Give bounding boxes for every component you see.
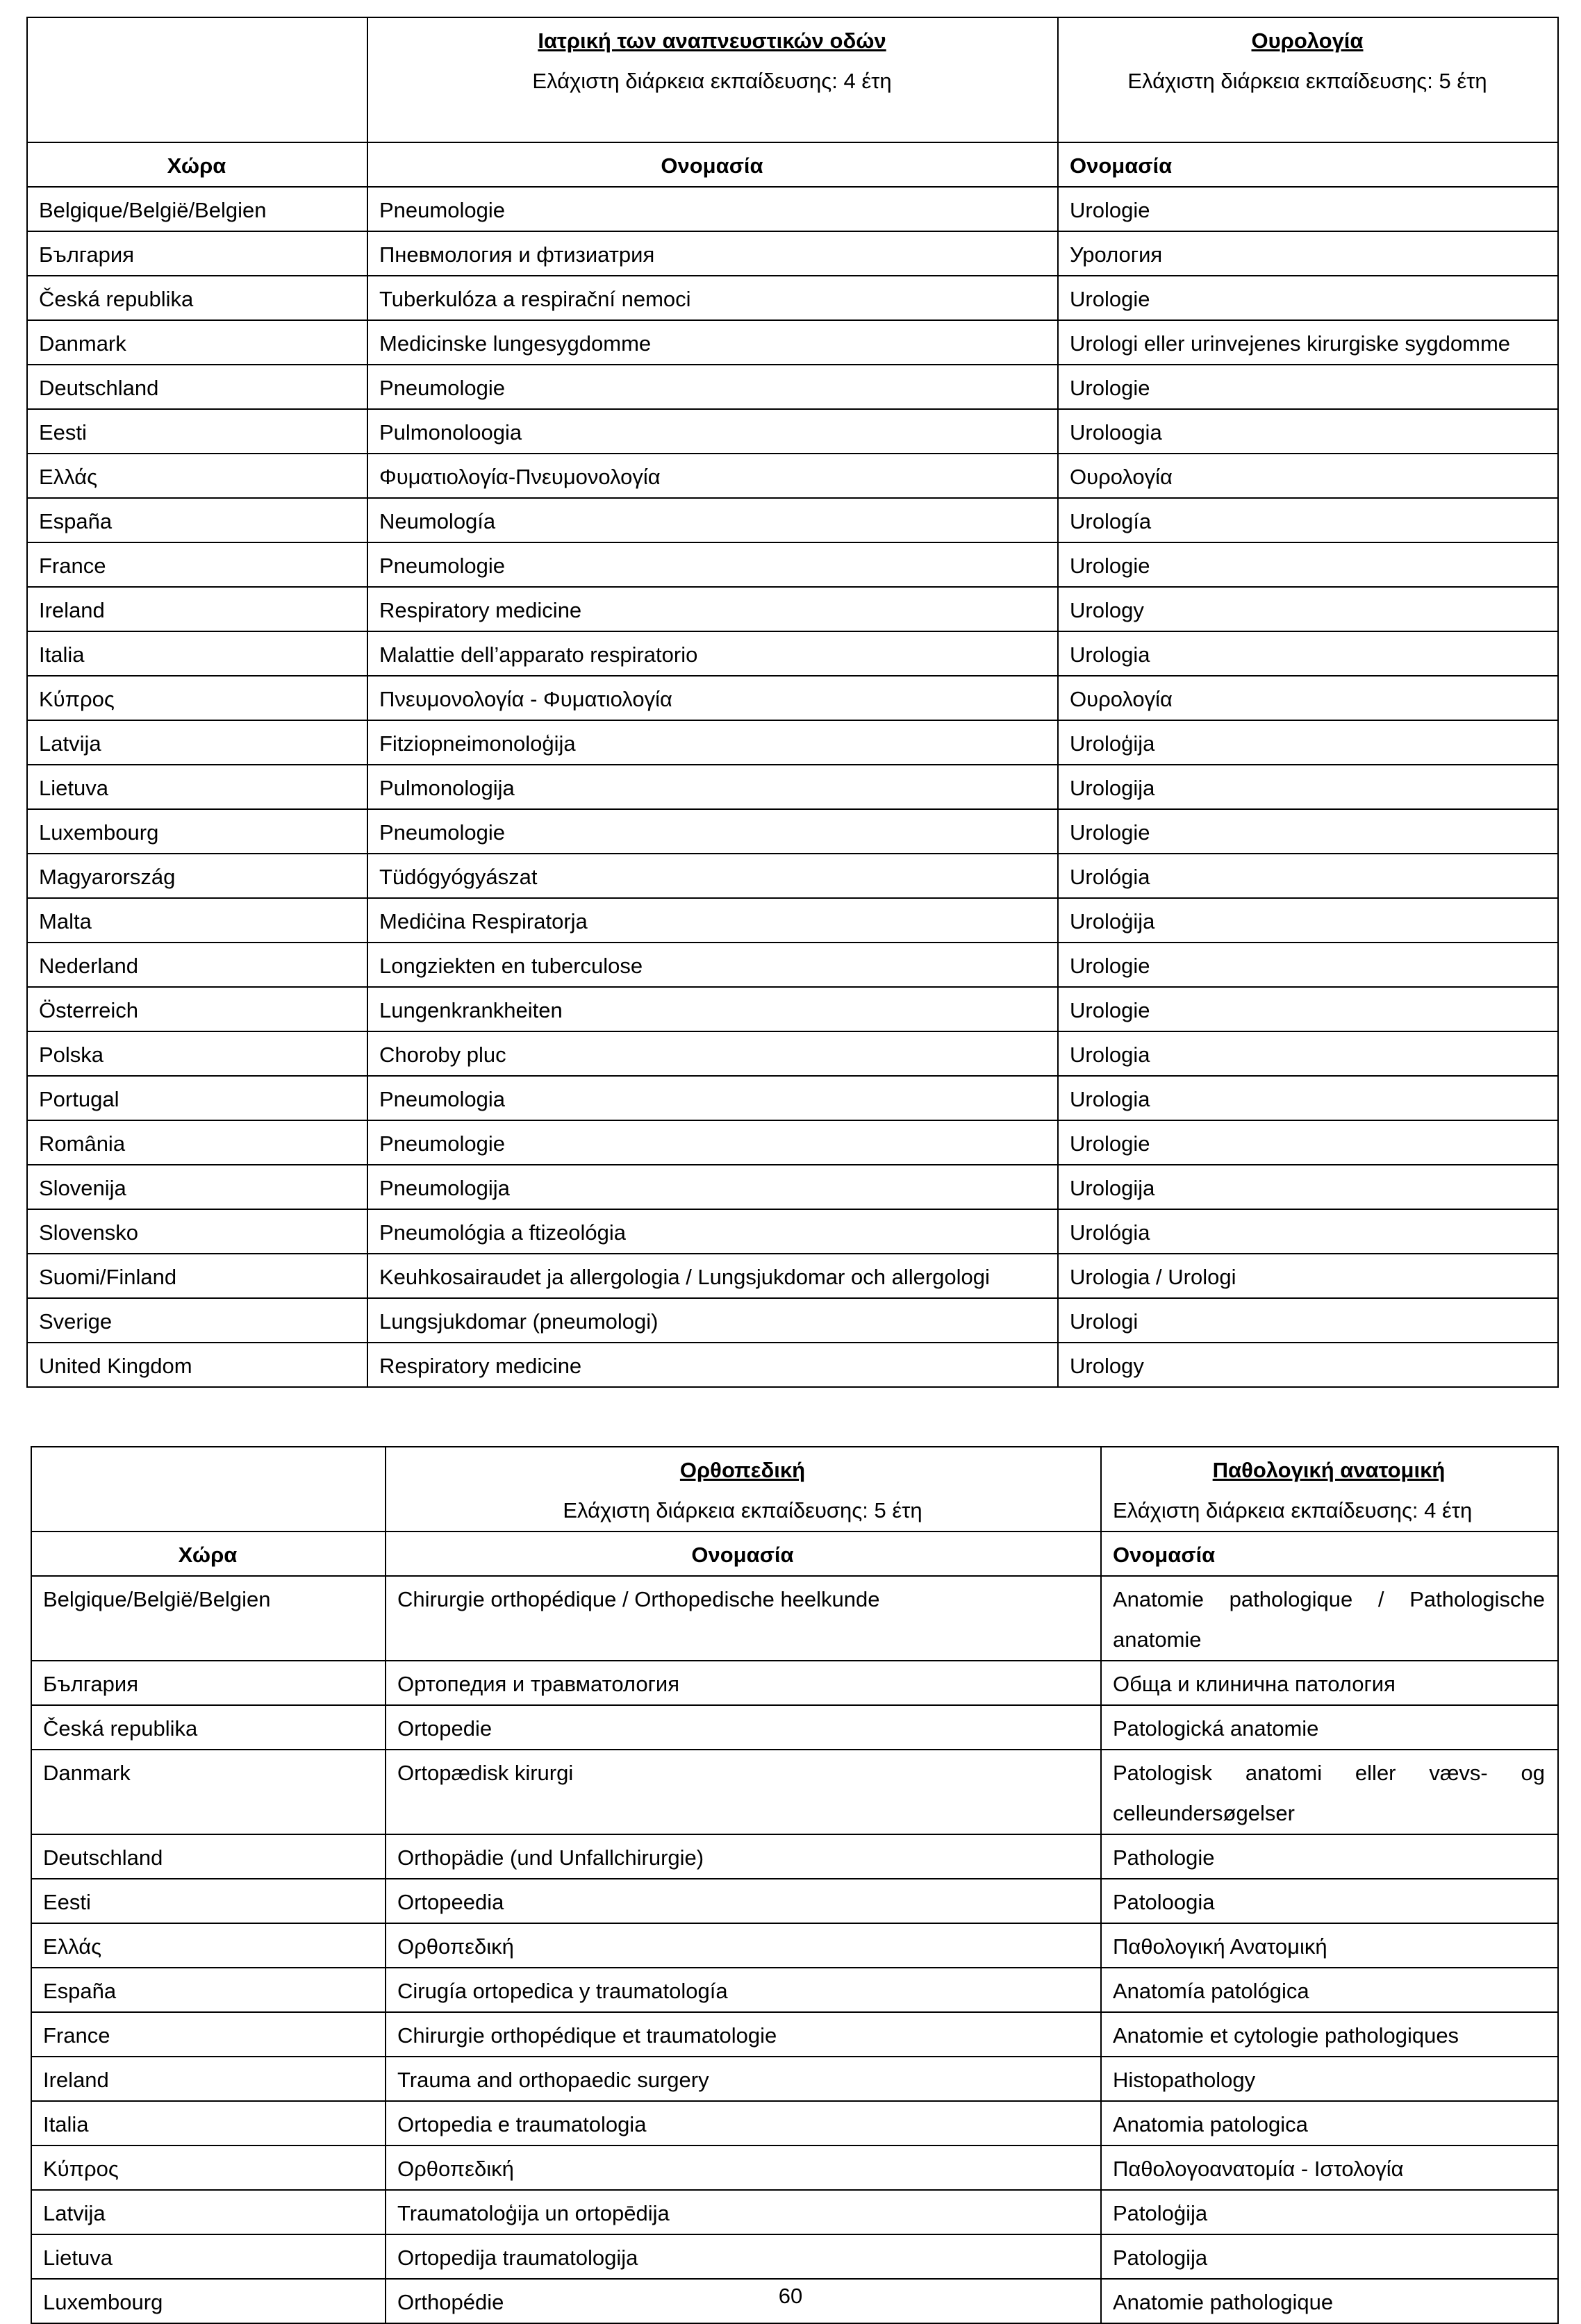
specialty-name-cell: Urologi: [1058, 1298, 1558, 1343]
country-cell: Ireland: [31, 2057, 386, 2101]
table-row: [27, 365, 1558, 409]
table-body: [27, 17, 1558, 1387]
specialty-name-cell: Pneumologie: [367, 809, 1058, 854]
table-row: [27, 1165, 1558, 1209]
specialty-name-cell: Πνευμονολογία - Φυματιολογία: [367, 676, 1058, 720]
table-row: [31, 2190, 1558, 2234]
specialty-name-cell: Ortopædisk kirurgi: [386, 1750, 1101, 1834]
specialty-name-cell: Urologie: [1058, 276, 1558, 320]
specialty-name-cell: Patologija: [1101, 2234, 1558, 2279]
specialty-name-cell: Urologia: [1058, 631, 1558, 676]
country-cell: Deutschland: [31, 1834, 386, 1879]
table-row: [31, 1750, 1558, 1834]
specialty-name-cell: Anatomie pathologique: [1101, 2279, 1558, 2323]
country-cell: Portugal: [27, 1076, 367, 1120]
specialties-table-2: [31, 1446, 1559, 2324]
empty-header-cell: [31, 1447, 386, 1532]
specialty-name-cell: Lungenkrankheiten: [367, 987, 1058, 1031]
specialty-name-cell: Patologisk anatomi eller vævs- og celleundersøgelser: [1101, 1750, 1558, 1834]
name-column-header: Ονομασία: [367, 142, 1058, 187]
specialty-name-cell: Ουρολογία: [1058, 454, 1558, 498]
specialty-name-cell: Urology: [1058, 587, 1558, 631]
specialty-name-cell: Orthopédie: [386, 2279, 1101, 2323]
country-cell: Česká republika: [31, 1705, 386, 1750]
specialty-name-cell: Обща и клинична патология: [1101, 1661, 1558, 1705]
country-cell: France: [31, 2012, 386, 2057]
specialty-name-cell: Lungsjukdomar (pneumologi): [367, 1298, 1058, 1343]
country-cell: Belgique/België/Belgien: [27, 187, 367, 231]
specialty-title: Ιατρική των αναπνευστικών οδών: [538, 28, 886, 53]
specialty-name-cell: Traumatoloģija un ortopēdija: [386, 2190, 1101, 2234]
table-row: [31, 2101, 1558, 2145]
country-cell: Österreich: [27, 987, 367, 1031]
table-row: [27, 187, 1558, 231]
specialty-name-cell: Ουρολογία: [1058, 676, 1558, 720]
table-row: [27, 231, 1558, 276]
specialty-name-cell: Fitziopneimonoloģija: [367, 720, 1058, 765]
specialty-name-cell: Choroby pluc: [367, 1031, 1058, 1076]
name-column-header: Ονομασία: [386, 1532, 1101, 1576]
specialty-name-cell: Chirurgie orthopédique / Orthopedische heelkunde: [386, 1576, 1101, 1661]
country-cell: Sverige: [27, 1298, 367, 1343]
specialty-name-cell: Urologi eller urinvejenes kirurgiske sygdomme: [1058, 320, 1558, 365]
specialty-name-cell: Respiratory medicine: [367, 1343, 1058, 1387]
country-cell: Magyarország: [27, 854, 367, 898]
table-row: [31, 1879, 1558, 1923]
table-row: [31, 1834, 1558, 1879]
specialty-name-cell: Ορθοπεδική: [386, 1923, 1101, 1968]
training-duration: Ελάχιστη διάρκεια εκπαίδευσης: 5 έτη: [563, 1498, 922, 1522]
column-header-row: [27, 142, 1558, 187]
table-row: [27, 898, 1558, 943]
country-cell: Ελλάς: [31, 1923, 386, 1968]
specialty-name-cell: Orthopädie (und Unfallchirurgie): [386, 1834, 1101, 1879]
table-row: [27, 276, 1558, 320]
country-cell: Italia: [27, 631, 367, 676]
table-row: [27, 454, 1558, 498]
page-number: 60: [778, 2284, 803, 2308]
specialty-name-cell: Trauma and orthopaedic surgery: [386, 2057, 1101, 2101]
table-row: [31, 2012, 1558, 2057]
table-row: [27, 409, 1558, 454]
specialty-name-cell: Uroloġija: [1058, 898, 1558, 943]
specialty-name-cell: Urológia: [1058, 1209, 1558, 1254]
country-cell: Κύπρος: [31, 2145, 386, 2190]
table-row: [27, 1298, 1558, 1343]
table-row: [27, 1343, 1558, 1387]
specialty-name-cell: Urologie: [1058, 1120, 1558, 1165]
specialty-name-cell: Patoloģija: [1101, 2190, 1558, 2234]
country-cell: Κύπρος: [27, 676, 367, 720]
specialty-name-cell: Anatomie pathologique / Pathologische anatomie: [1101, 1576, 1558, 1661]
country-cell: Slovensko: [27, 1209, 367, 1254]
country-cell: Eesti: [27, 409, 367, 454]
training-duration: Ελάχιστη διάρκεια εκπαίδευσης: 4 έτη: [1113, 1498, 1473, 1522]
country-column-header: Χώρα: [31, 1532, 386, 1576]
specialty-name-cell: Παθολογική Ανατομική: [1101, 1923, 1558, 1968]
specialty-header-urology: [1058, 17, 1558, 142]
country-cell: Ireland: [27, 587, 367, 631]
specialty-name-cell: Keuhkosairaudet ja allergologia / Lungsjukdomar och allergologi: [367, 1254, 1058, 1298]
empty-header-cell: [27, 17, 367, 142]
specialty-name-cell: Patologická anatomie: [1101, 1705, 1558, 1750]
table-row: [27, 631, 1558, 676]
specialty-name-cell: Urologie: [1058, 365, 1558, 409]
table-row: [27, 943, 1558, 987]
table-row: [27, 854, 1558, 898]
table-row: [27, 720, 1558, 765]
country-cell: Lietuva: [27, 765, 367, 809]
table-row: [31, 1705, 1558, 1750]
specialty-name-cell: Uroloogia: [1058, 409, 1558, 454]
specialty-name-cell: Ортопедия и травматология: [386, 1661, 1101, 1705]
country-cell: Danmark: [27, 320, 367, 365]
specialty-name-cell: Pathologie: [1101, 1834, 1558, 1879]
specialty-name-cell: Urologie: [1058, 943, 1558, 987]
table-row: [27, 320, 1558, 365]
table-row: [31, 1968, 1558, 2012]
country-cell: España: [31, 1968, 386, 2012]
specialty-name-cell: Anatomie et cytologie pathologiques: [1101, 2012, 1558, 2057]
table-row: [27, 1031, 1558, 1076]
specialty-name-cell: Malattie dell’apparato respiratorio: [367, 631, 1058, 676]
country-cell: Eesti: [31, 1879, 386, 1923]
specialty-title: Παθολογική ανατομική: [1212, 1458, 1446, 1482]
table-row: [27, 676, 1558, 720]
country-cell: Deutschland: [27, 365, 367, 409]
table-row: [31, 2057, 1558, 2101]
specialty-name-cell: Respiratory medicine: [367, 587, 1058, 631]
specialty-name-cell: Urologia: [1058, 1076, 1558, 1120]
country-cell: Italia: [31, 2101, 386, 2145]
specialty-name-cell: Urologie: [1058, 187, 1558, 231]
specialty-name-cell: Mediċina Respiratorja: [367, 898, 1058, 943]
table-row: [27, 587, 1558, 631]
training-duration: Ελάχιστη διάρκεια εκπαίδευσης: 5 έτη: [1127, 69, 1487, 93]
specialty-name-cell: Urologie: [1058, 809, 1558, 854]
table-row: [31, 2145, 1558, 2190]
specialty-name-cell: Cirugía ortopedica y traumatología: [386, 1968, 1101, 2012]
table-row: [31, 1923, 1558, 1968]
country-cell: България: [27, 231, 367, 276]
specialty-name-cell: Urológia: [1058, 854, 1558, 898]
specialty-name-cell: Παθολογοανατομία - Ιστολογία: [1101, 2145, 1558, 2190]
specialty-name-cell: Пневмология и фтизиатрия: [367, 231, 1058, 276]
specialty-name-cell: Neumología: [367, 498, 1058, 542]
specialty-name-cell: Urologia: [1058, 1031, 1558, 1076]
specialty-name-cell: Pneumologija: [367, 1165, 1058, 1209]
table-row: [27, 1076, 1558, 1120]
country-cell: Latvija: [27, 720, 367, 765]
specialty-header-respiratory: [367, 17, 1058, 142]
specialty-name-cell: Pneumologie: [367, 187, 1058, 231]
specialty-name-cell: Pulmonologija: [367, 765, 1058, 809]
country-cell: Belgique/België/Belgien: [31, 1576, 386, 1661]
specialty-header-orthopaedics: [386, 1447, 1101, 1532]
country-cell: United Kingdom: [27, 1343, 367, 1387]
country-cell: Lietuva: [31, 2234, 386, 2279]
country-cell: Polska: [27, 1031, 367, 1076]
specialty-name-cell: Ορθοπεδική: [386, 2145, 1101, 2190]
name-column-header: Ονομασία: [1058, 142, 1558, 187]
specialty-name-cell: Pneumologie: [367, 1120, 1058, 1165]
specialty-name-cell: Urologija: [1058, 1165, 1558, 1209]
table-row: [27, 1120, 1558, 1165]
specialty-name-cell: Ortopedie: [386, 1705, 1101, 1750]
table-row: [31, 2234, 1558, 2279]
specialty-name-cell: Pneumológia a ftizeológia: [367, 1209, 1058, 1254]
specialty-title: Ουρολογία: [1251, 28, 1364, 53]
specialty-name-cell: Pulmonoloogia: [367, 409, 1058, 454]
specialty-title: Ορθοπεδική: [679, 1458, 806, 1482]
specialty-name-cell: Ortopedia e traumatologia: [386, 2101, 1101, 2145]
name-column-header: Ονομασία: [1101, 1532, 1558, 1576]
specialty-name-cell: Medicinske lungesygdomme: [367, 320, 1058, 365]
specialties-table-1: [26, 17, 1559, 1388]
specialty-name-cell: Tuberkulóza a respirační nemoci: [367, 276, 1058, 320]
table-row: [27, 987, 1558, 1031]
specialty-name-cell: Patoloogia: [1101, 1879, 1558, 1923]
specialty-name-cell: Urologia / Urologi: [1058, 1254, 1558, 1298]
table-row: [27, 498, 1558, 542]
country-cell: Ελλάς: [27, 454, 367, 498]
country-cell: Latvija: [31, 2190, 386, 2234]
country-cell: France: [27, 542, 367, 587]
country-column-header: Χώρα: [27, 142, 367, 187]
specialty-name-cell: Urology: [1058, 1343, 1558, 1387]
specialty-name-cell: Anatomía patológica: [1101, 1968, 1558, 2012]
table-row: [27, 1209, 1558, 1254]
column-header-row: [31, 1532, 1558, 1576]
specialty-name-cell: Urología: [1058, 498, 1558, 542]
specialty-header-row: [27, 17, 1558, 142]
table-row: [27, 542, 1558, 587]
specialty-name-cell: Φυματιολογία-Πνευμονολογία: [367, 454, 1058, 498]
country-cell: Malta: [27, 898, 367, 943]
specialty-header-pathology: [1101, 1447, 1558, 1532]
specialty-header-row: [31, 1447, 1558, 1532]
table-row: [27, 1254, 1558, 1298]
country-cell: Luxembourg: [27, 809, 367, 854]
table-row: [31, 1576, 1558, 1661]
specialty-name-cell: Урология: [1058, 231, 1558, 276]
specialty-name-cell: Tüdógyógyászat: [367, 854, 1058, 898]
specialty-name-cell: Urologie: [1058, 987, 1558, 1031]
country-cell: Danmark: [31, 1750, 386, 1834]
specialty-name-cell: Longziekten en tuberculose: [367, 943, 1058, 987]
specialty-name-cell: Ortopeedia: [386, 1879, 1101, 1923]
table-row: [27, 809, 1558, 854]
specialty-name-cell: Urologija: [1058, 765, 1558, 809]
training-duration: Ελάχιστη διάρκεια εκπαίδευσης: 4 έτη: [532, 69, 892, 93]
specialty-name-cell: Pneumologie: [367, 542, 1058, 587]
specialty-name-cell: Histopathology: [1101, 2057, 1558, 2101]
country-cell: România: [27, 1120, 367, 1165]
specialty-name-cell: Pneumologie: [367, 365, 1058, 409]
table-body: [31, 1447, 1558, 2323]
country-cell: Slovenija: [27, 1165, 367, 1209]
table-row: [27, 765, 1558, 809]
specialty-name-cell: Urologie: [1058, 542, 1558, 587]
specialty-name-cell: Pneumologia: [367, 1076, 1058, 1120]
specialty-name-cell: Anatomia patologica: [1101, 2101, 1558, 2145]
country-cell: Česká republika: [27, 276, 367, 320]
country-cell: Luxembourg: [31, 2279, 386, 2323]
specialty-name-cell: Chirurgie orthopédique et traumatologie: [386, 2012, 1101, 2057]
specialty-name-cell: Ortopedija traumatologija: [386, 2234, 1101, 2279]
specialty-name-cell: Uroloģija: [1058, 720, 1558, 765]
country-cell: España: [27, 498, 367, 542]
country-cell: Suomi/Finland: [27, 1254, 367, 1298]
country-cell: Nederland: [27, 943, 367, 987]
country-cell: България: [31, 1661, 386, 1705]
table-row: [31, 1661, 1558, 1705]
